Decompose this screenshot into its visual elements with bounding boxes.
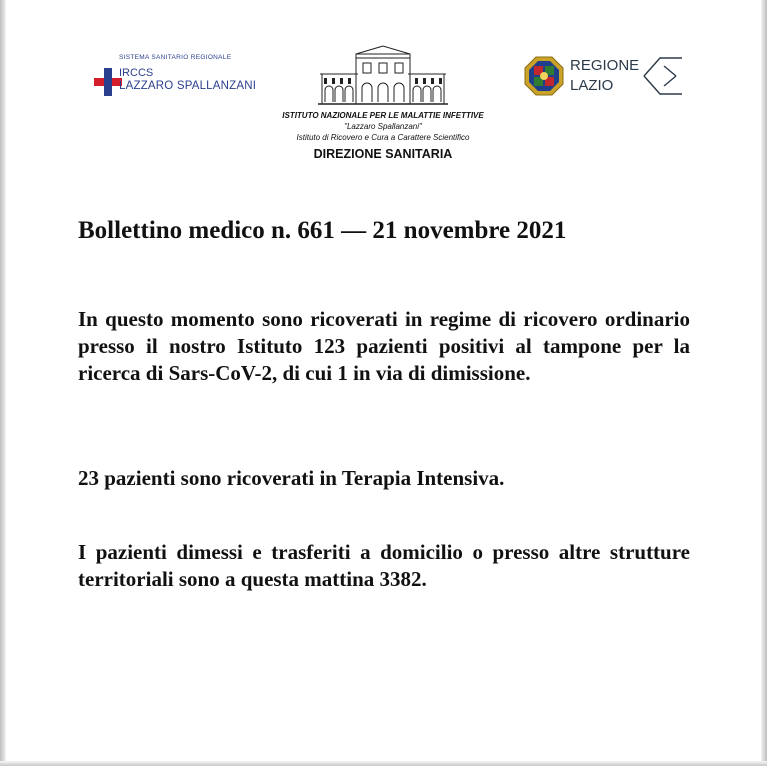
- page-edge-bottom: [0, 761, 767, 766]
- bulletin-paragraph-discharged: I pazienti dimessi e trasferiti a domicilio o presso altre strutture territoriali sono a questa mattina 3382.: [78, 540, 690, 591]
- page-edge-left: [0, 0, 6, 766]
- spallanzani-label: LAZZARO SPALLANZANI: [119, 80, 257, 92]
- department-title: DIREZIONE SANITARIA: [313, 147, 453, 161]
- irccs-label: IRCCS: [119, 67, 154, 79]
- regional-system-label: SISTEMA SANITARIO REGIONALE: [119, 54, 232, 61]
- bulletin-title: Bollettino medico n. 661 — 21 novembre 2021: [78, 217, 567, 244]
- chevron-mark-icon: [642, 54, 684, 98]
- institute-name: ISTITUTO NAZIONALE PER LE MALATTIE INFETTIVE: [282, 111, 484, 120]
- regione-label: REGIONE: [570, 57, 640, 74]
- spallanzani-logo: [92, 54, 272, 98]
- bulletin-paragraph-hospitalized: In questo momento sono ricoverati in regime di ricovero ordinario presso il nostro Istituto 123 pazienti positivi al tampone per la ricerca di Sars-CoV-2, di cui 1 in via di dimissione.: [78, 307, 690, 385]
- regione-lazio-logo: [524, 52, 684, 102]
- medical-cross-icon: [94, 68, 122, 96]
- institute-subname: "Lazzaro Spallanzani": [344, 122, 422, 131]
- lazio-emblem-icon: [524, 56, 564, 96]
- institute-building-icon: [318, 44, 448, 106]
- institute-description: Istituto di Ricovero e Cura a Carattere Scientifico: [296, 133, 470, 142]
- page-edge-right: [761, 0, 767, 766]
- lazio-label: LAZIO: [570, 77, 614, 94]
- institute-heading: [233, 110, 533, 163]
- bulletin-paragraph-intensive-care: 23 pazienti sono ricoverati in Terapia Intensiva.: [78, 466, 505, 490]
